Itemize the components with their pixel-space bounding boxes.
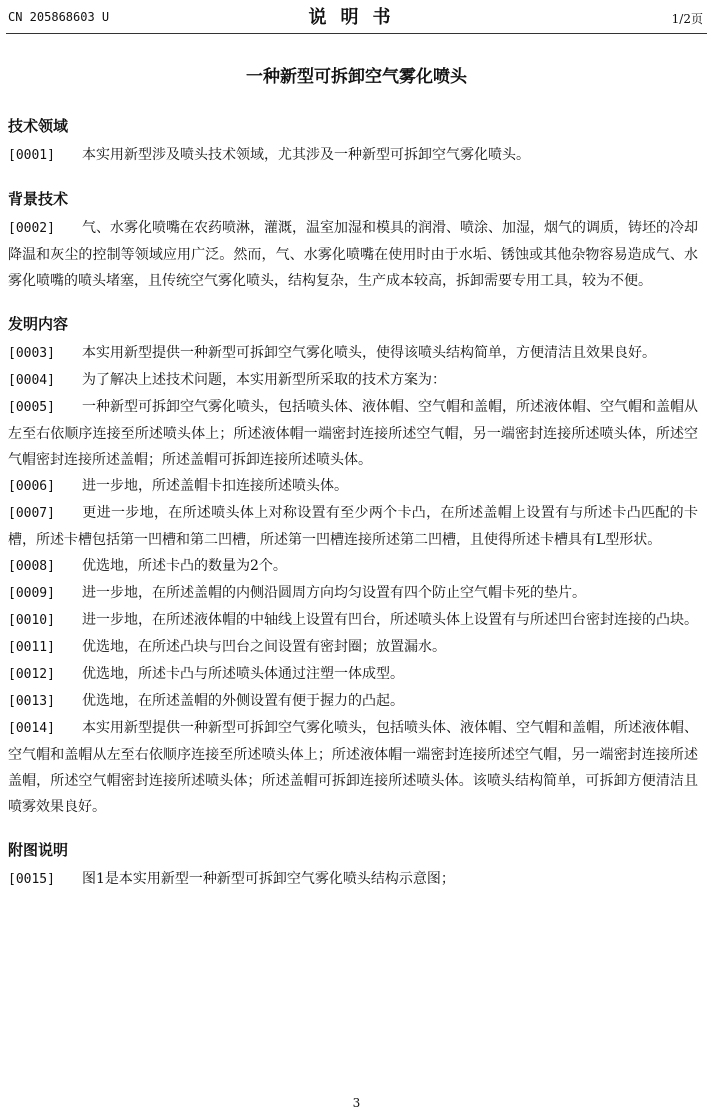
paragraph-number: [0010] xyxy=(8,613,55,628)
paragraph-text: 本实用新型提供一种新型可拆卸空气雾化喷头，包括喷头体、液体帽、空气帽和盖帽，所述液体帽、空气帽和盖帽从左至右依顺序连接至所述喷头体上；所述液体帽一端密封连接所述空气帽，另一端密封连接所述盖帽，所述空气帽密封连接所述喷头体；所述盖帽可拆卸连接所述喷头体。该喷头结构简单，可拆卸方便清洁且喷雾效果良好。 xyxy=(8,720,698,815)
section-heading: 背景技术 xyxy=(8,190,69,208)
paragraph xyxy=(8,688,698,715)
paragraph xyxy=(8,661,698,688)
paragraph-text: 优选地，在所述盖帽的外侧设置有便于握力的凸起。 xyxy=(82,693,404,709)
paragraph-number: [0013] xyxy=(8,694,55,709)
paragraph-number: [0008] xyxy=(8,559,55,574)
paragraph-text: 更进一步地，在所述喷头体上对称设置有至少两个卡凸，在所述盖帽上设置有与所述卡凸匹配的卡槽，所述卡槽包括第一凹槽和第二凹槽，所述第一凹槽连接所述第二凹槽，且使得所述卡槽具有L型形状。 xyxy=(8,505,698,548)
paragraph-number: [0009] xyxy=(8,586,55,601)
paragraph-number: [0003] xyxy=(8,346,55,361)
paragraph-number: [0014] xyxy=(8,721,55,736)
page-header xyxy=(0,0,713,36)
paragraph-text: 进一步地，所述盖帽卡扣连接所述喷头体。 xyxy=(82,478,348,494)
paragraph-text: 优选地，所述卡凸与所述喷头体通过注塑一体成型。 xyxy=(82,666,404,682)
paragraph-number: [0011] xyxy=(8,640,55,655)
page-info: 1/2页 xyxy=(671,12,703,26)
section-heading: 发明内容 xyxy=(8,315,69,333)
paragraph-text: 气、水雾化喷嘴在农药喷淋，灌溉，温室加湿和模具的润滑、喷涂、加湿，烟气的调质，铸坯的冷却降温和灰尘的控制等领域应用广泛。然而，气、水雾化喷嘴在使用时由于水垢、锈蚀或其他杂物容易造成气、水雾化喷嘴的喷头堵塞，且传统空气雾化喷头，结构复杂，生产成本较高，拆卸需要专用工具，较为不便。 xyxy=(8,220,698,289)
paragraph xyxy=(8,367,698,394)
publication-number: CN 205868603 U xyxy=(8,10,110,24)
paragraph xyxy=(8,553,698,580)
section-heading: 附图说明 xyxy=(8,841,69,859)
paragraph-text: 图1是本实用新型一种新型可拆卸空气雾化喷头结构示意图； xyxy=(82,871,455,887)
paragraph-number: [0001] xyxy=(8,148,55,163)
paragraph-number: [0002] xyxy=(8,221,55,236)
paragraph xyxy=(8,142,698,169)
paragraph xyxy=(8,215,698,294)
paragraph xyxy=(8,715,698,820)
paragraph xyxy=(8,473,698,500)
paragraph xyxy=(8,634,698,661)
paragraph xyxy=(8,607,698,634)
document-title: 一种新型可拆卸空气雾化喷头 xyxy=(246,67,467,87)
paragraph-text: 本实用新型涉及喷头技术领域，尤其涉及一种新型可拆卸空气雾化喷头。 xyxy=(82,147,530,163)
paragraph-number: [0015] xyxy=(8,872,55,887)
paragraph xyxy=(8,500,698,553)
paragraph-text: 优选地，所述卡凸的数量为2个。 xyxy=(82,558,287,574)
section-heading: 技术领域 xyxy=(8,117,69,135)
paragraph-text: 一种新型可拆卸空气雾化喷头，包括喷头体、液体帽、空气帽和盖帽，所述液体帽、空气帽和盖帽从左至右依顺序连接至所述喷头体上；所述液体帽一端密封连接所述空气帽，另一端密封连接所述喷头体，所述空气帽密封连接所述盖帽；所述盖帽可拆卸连接所述喷头体。 xyxy=(8,399,698,468)
header-divider xyxy=(6,33,707,34)
page-number: 3 xyxy=(352,1096,361,1110)
paragraph xyxy=(8,340,698,367)
paragraph-text: 本实用新型提供一种新型可拆卸空气雾化喷头，使得该喷头结构简单，方便清洁且效果良好。 xyxy=(82,345,656,361)
paragraph-text: 优选地，在所述凸块与凹台之间设置有密封圈；放置漏水。 xyxy=(82,639,446,655)
paragraph-number: [0012] xyxy=(8,667,55,682)
document-type: 说明书 xyxy=(308,7,405,28)
paragraph-number: [0004] xyxy=(8,373,55,388)
paragraph-text: 进一步地，在所述盖帽的内侧沿圆周方向均匀设置有四个防止空气帽卡死的垫片。 xyxy=(82,585,586,601)
paragraph xyxy=(8,394,698,473)
paragraph xyxy=(8,580,698,607)
paragraph xyxy=(8,866,698,893)
paragraph-number: [0005] xyxy=(8,400,55,415)
document-body xyxy=(8,114,698,893)
paragraph-number: [0007] xyxy=(8,506,55,521)
paragraph-text: 为了解决上述技术问题，本实用新型所采取的技术方案为： xyxy=(82,372,446,388)
paragraph-number: [0006] xyxy=(8,479,55,494)
paragraph-text: 进一步地，在所述液体帽的中轴线上设置有凹台，所述喷头体上设置有与所述凹台密封连接的凸块。 xyxy=(82,612,698,628)
